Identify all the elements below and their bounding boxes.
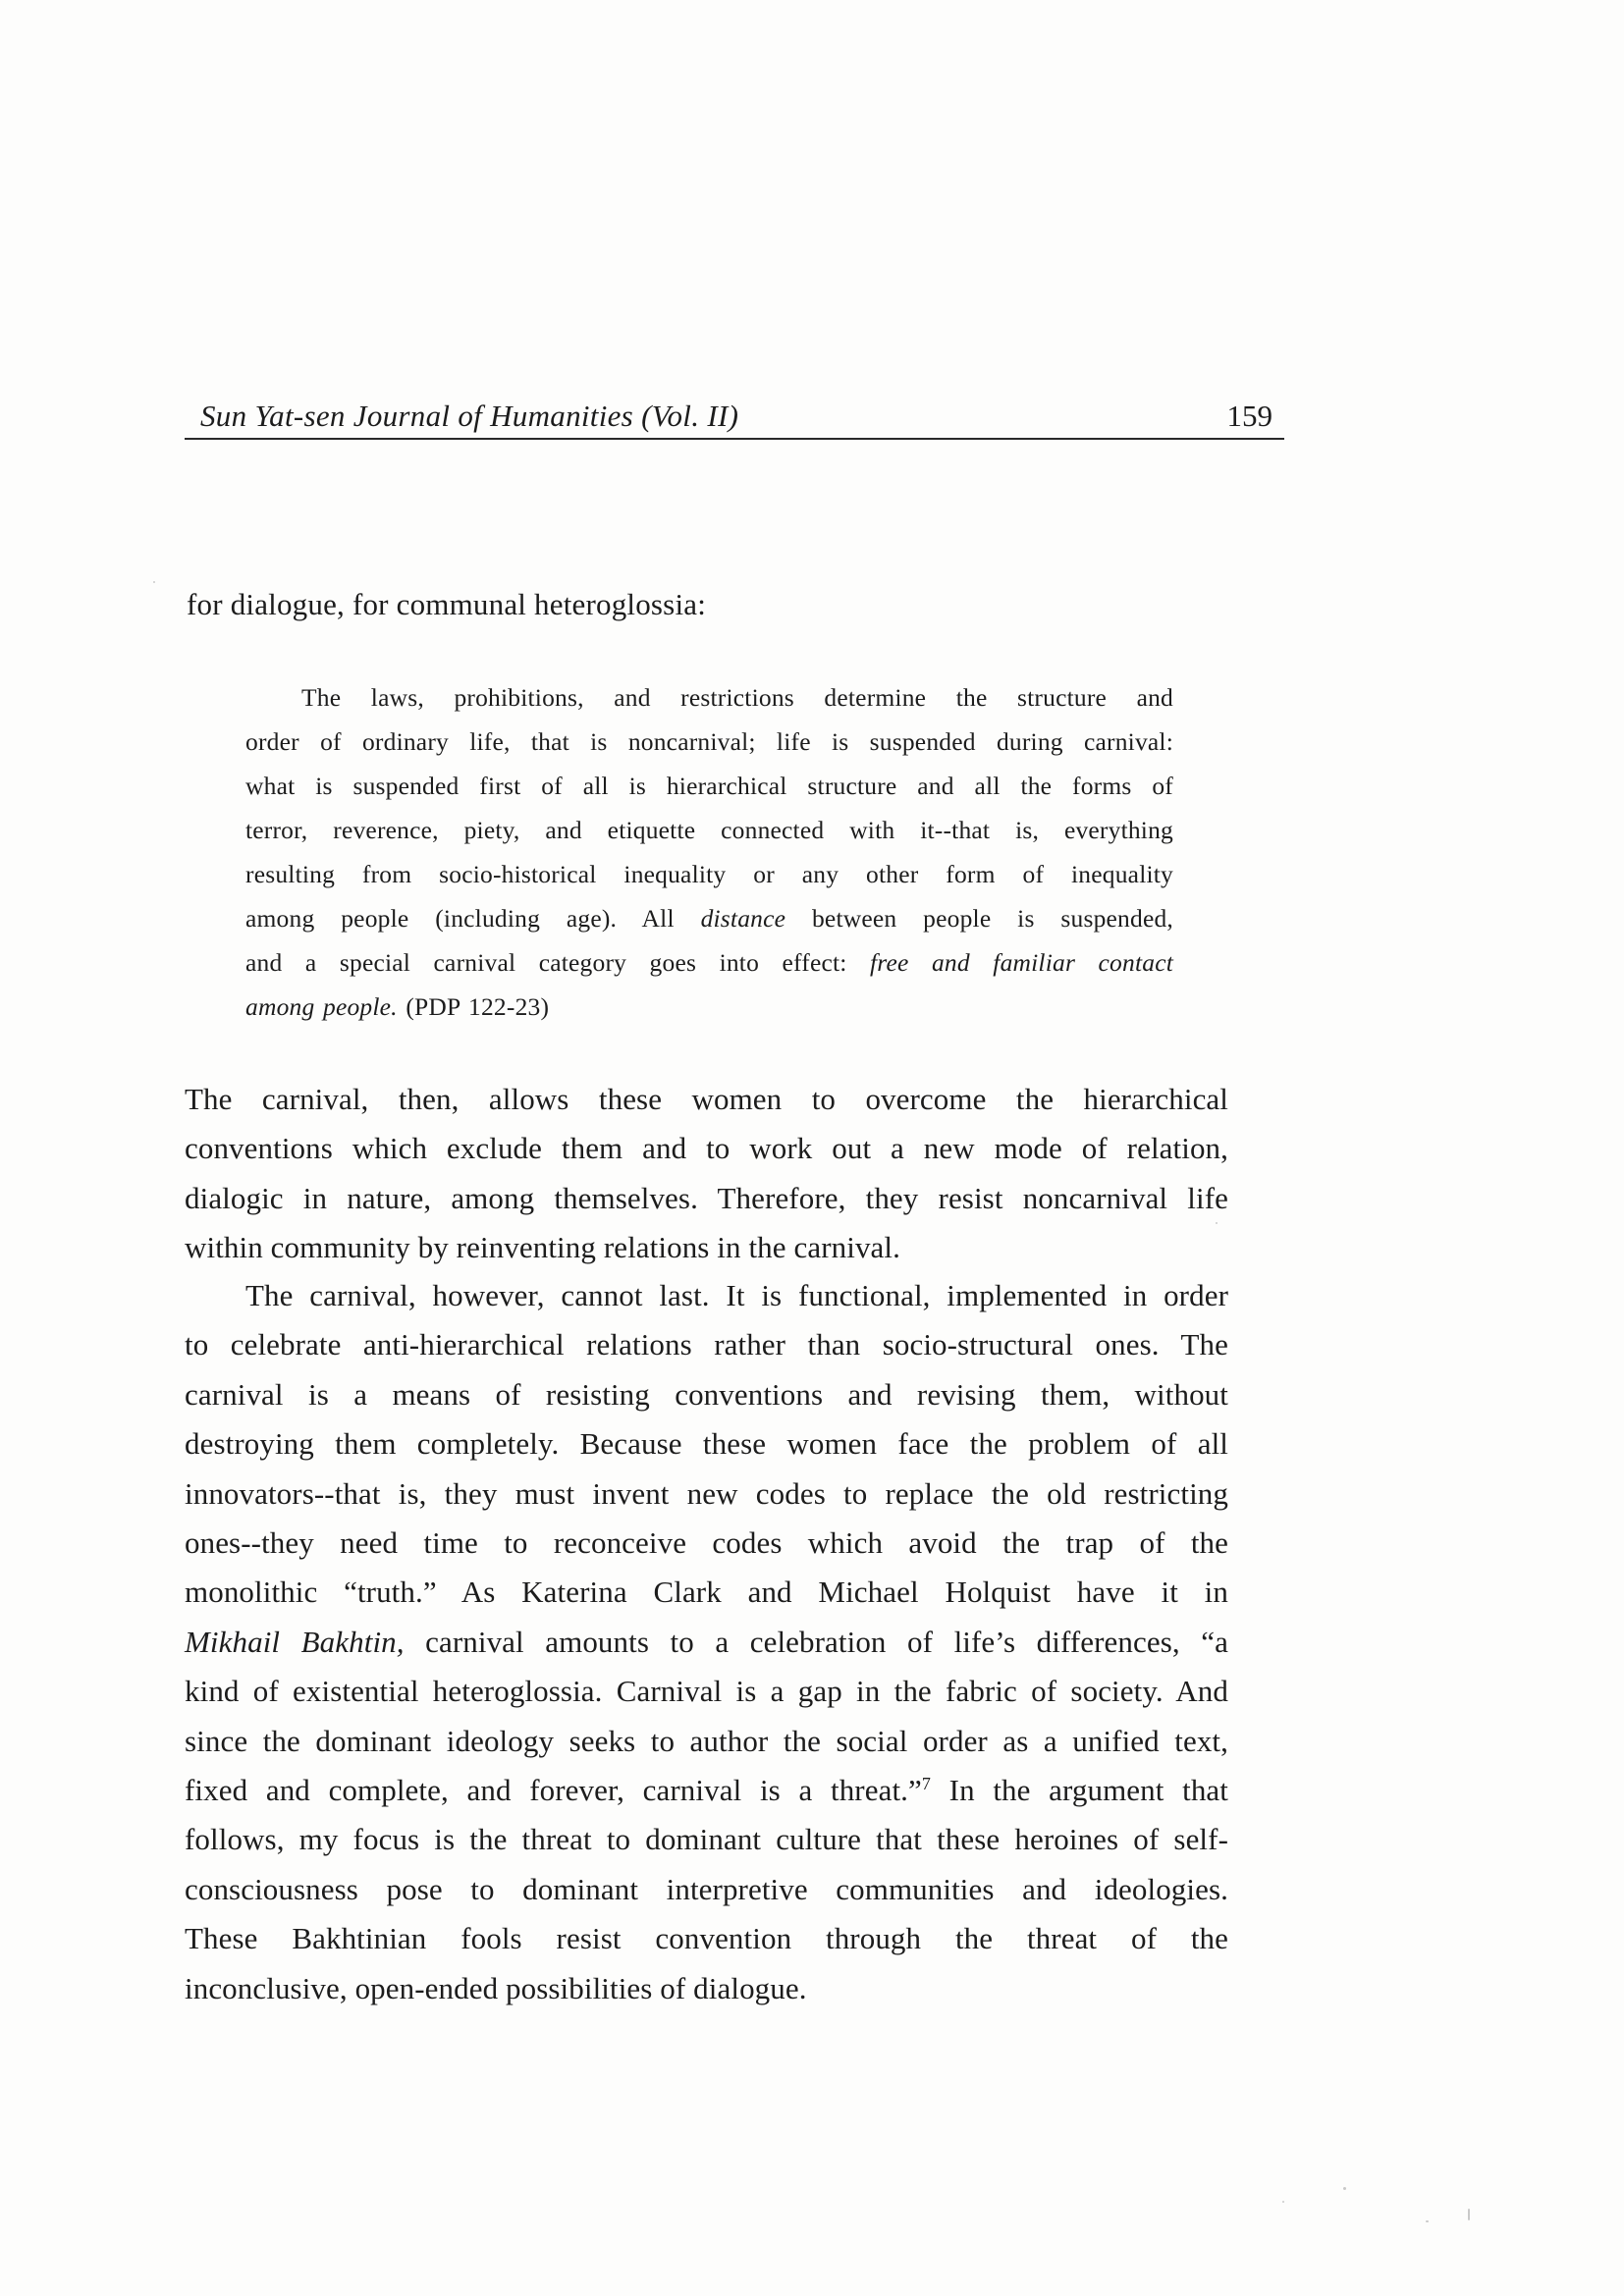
scan-speck [153,581,155,583]
block-quote [245,675,1173,1029]
text-line [185,1766,1228,1815]
quote-emphasis: free and familiar contact [870,948,1173,977]
text-line: inconclusive, open-ended possibilities of dialogue. [185,1970,807,2005]
scan-speck [1468,2209,1470,2220]
text-run: In the argument that [930,1773,1228,1808]
citation: (PDP 122-23) [397,992,550,1021]
running-head [185,395,1284,440]
text-line: carnival is a means of resisting conventions and revising them, without [185,1376,1228,1412]
text-run: carnival amounts to a celebration of life’s differences, “a [404,1624,1228,1659]
text-line: destroying them completely. Because these women face the problem of all [185,1426,1228,1462]
paragraph-2 [185,1271,1228,2013]
text-run: fixed and complete, and forever, carnival is a threat.” [185,1773,922,1808]
page-number: 159 [1226,399,1272,433]
quote-line: resulting from socio-historical inequality or any other form of inequality [245,860,1173,888]
quote-line: what is suspended first of all is hierarchical structure and all the forms of [245,772,1173,800]
quote-line [245,896,1173,940]
scan-speck [1216,1222,1218,1224]
lead-line: for dialogue, for communal heteroglossia: [187,587,707,621]
quote-emphasis: distance [700,904,786,933]
text-line: within community by reinventing relations in the carnival. [185,1230,900,1265]
text-line: monolithic “truth.” As Katerina Clark and Michael Holquist have it in [185,1575,1228,1610]
book-title: Mikhail Bakhtin, [185,1624,405,1659]
text-line: consciousness pose to dominant interpretive communities and ideologies. [185,1871,1228,1906]
quote-text: among people (including age). All [245,904,701,933]
text-line [185,1618,1228,1667]
text-line: follows, my focus is the threat to dominant culture that these heroines of self- [185,1822,1228,1857]
footnote-marker: 7 [921,1774,931,1794]
text-line: since the dominant ideology seeks to author the social order as a unified text, [185,1723,1228,1758]
text-line: dialogic in nature, among themselves. Therefore, they resist noncarnival life [185,1180,1228,1215]
text-line: The carnival, then, allows these women to overcome the hierarchical [185,1082,1228,1116]
text-line: The carnival, however, cannot last. It is functional, implemented in order [245,1278,1228,1312]
text-line: kind of existential heteroglossia. Carnival is a gap in the fabric of society. And [185,1674,1228,1709]
quote-line [245,985,1173,1029]
text-line: These Bakhtinian fools resist convention through the threat of the [185,1921,1228,1956]
quote-emphasis: among people. [245,992,398,1021]
text-line: conventions which exclude them and to work out a new mode of relation, [185,1131,1228,1166]
quote-line [245,940,1173,985]
paragraph-1 [185,1075,1228,1273]
quote-line: order of ordinary life, that is noncarnival; life is suspended during carnival: [245,727,1173,756]
journal-title: Sun Yat-sen Journal of Humanities (Vol. II) [200,399,739,433]
text-line: to celebrate anti-hierarchical relations rather than socio-structural ones. The [185,1327,1228,1362]
scan-speck [1343,2187,1346,2190]
quote-text: between people is suspended, [785,904,1174,933]
scan-speck [1426,2220,1429,2222]
quote-line: terror, reverence, piety, and etiquette connected with it--that is, everything [245,816,1173,844]
text-line: innovators--that is, they must invent new codes to replace the old restricting [185,1475,1228,1511]
scan-speck [1282,2201,1284,2203]
quote-line: The laws, prohibitions, and restrictions determine the structure and [301,683,1173,712]
quote-text: and a special carnival category goes into effect: [245,948,871,977]
text-line: ones--they need time to reconceive codes which avoid the trap of the [185,1525,1228,1561]
